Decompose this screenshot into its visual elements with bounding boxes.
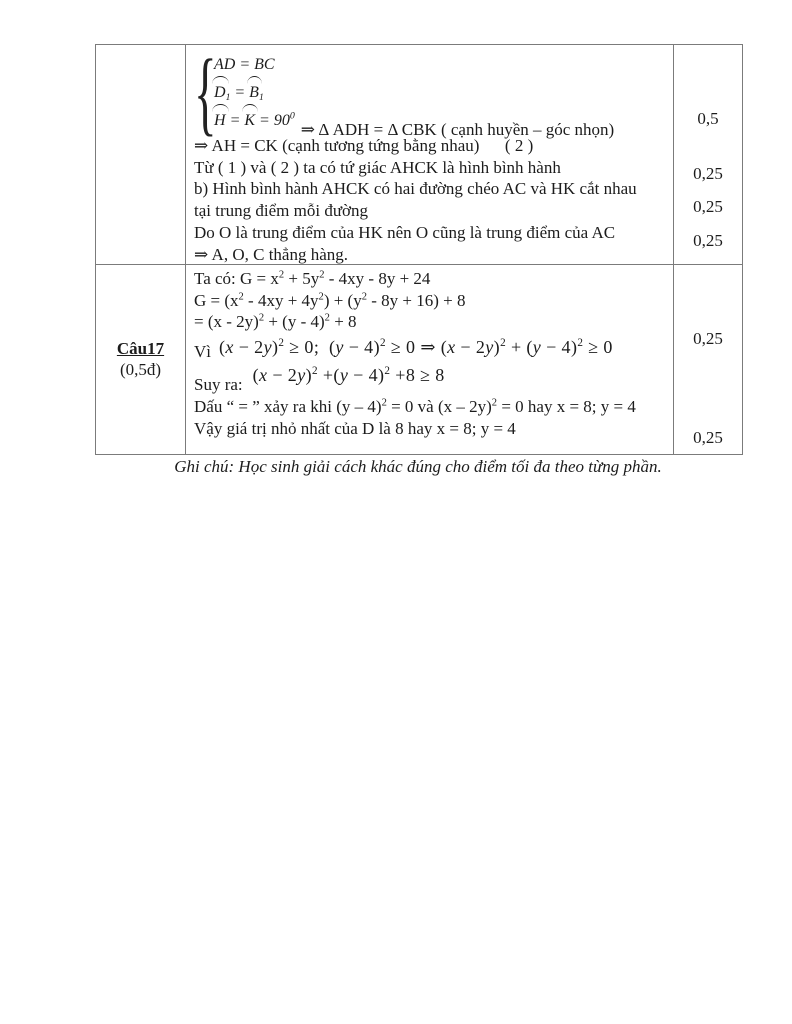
deduction-line [194,363,669,396]
points-value: 0,25 [693,197,723,216]
question-number: Câu17 [116,339,165,358]
points-value: 0,25 [693,231,723,250]
solution-line: b) Hình bình hành AHCK có hai đường chéo AC và HK cắt nhau [194,179,637,199]
solution-line: $G = (x^2 - 4xy + 4y^2) + (y^2 - 8y + 16) + 8$ [194,290,466,310]
question-points: (0,5đ) [119,360,162,379]
points-value: 0,25 [693,329,723,348]
points-value: 0,25 [693,164,723,183]
points-cell-row1 [674,45,742,265]
triangle-congruence-conclusion: ⇒ Δ ADH = Δ CBK ( cạnh huyền – góc nhọn) [300,120,615,140]
inequality-line [194,333,669,363]
system-equation: AD = BC [214,56,275,73]
solution-cell-row1 [186,41,674,265]
equation-system [194,41,295,145]
system-equation: $H = K = 90^0$ [214,107,295,135]
solution-line: Dấu “ = ” xảy ra khi (y – 4)$^2$ = 0 và (x – 2y)$^2$ = 0 hay x = 8; y = 4 [194,397,636,417]
grading-note: Ghi chú: Học sinh giải cách khác đúng cho điểm tối đa theo từng phần. [174,457,662,476]
solution-line: Do O là trung điểm của HK nên O cũng là trung điểm của AC [194,222,616,242]
solution-line: = (x - 2y)$^2$ + (y - 4)$^2$ + 8 [194,312,357,332]
question-label-cell [96,265,186,454]
vi-label: Vì [194,342,211,362]
solution-line: Từ ( 1 ) và ( 2 ) ta có tứ giác AHCK là hình bình hành [194,157,561,177]
solution-line: tại trung điểm mỗi đường [194,201,369,221]
solution-line: ⇒ A, O, C thẳng hàng. [194,244,349,264]
solution-line: ⇒ AH = CK (cạnh tương tứng bằng nhau) ( 2 ) [194,136,534,155]
system-equations [214,51,295,135]
system-equation: $D_1 = B_1$ [214,79,295,107]
equation-system-row [194,41,669,145]
points-value: 0,5 [697,109,719,128]
solution-line: Ta có: $G = x^2 + 5y^2 - 4xy - 8y + 24$ [194,269,431,288]
points-value: 0,25 [693,428,723,447]
points-cell-row2 [674,265,742,454]
question-label-cell-empty [96,45,186,265]
suyra-label: Suy ra: [194,375,243,395]
left-curly-brace: { [194,41,217,145]
answer-key-table [95,41,743,455]
solution-line: Vậy giá trị nhỏ nhất của D là 8 hay x = 8; y = 4 [194,418,516,438]
inequality-formula: $(x - 2y)^2 \ge 0$; $(y - 4)^2 \ge 0$ ⇒ $(x - 2y)^2 + (y - 4)^2 \ge 0$ [219,337,613,358]
deduction-formula: $(x - 2y)^2 +(y - 4)^2 +8 \ge 8$ [252,365,445,386]
solution-cell-row2 [186,265,674,454]
